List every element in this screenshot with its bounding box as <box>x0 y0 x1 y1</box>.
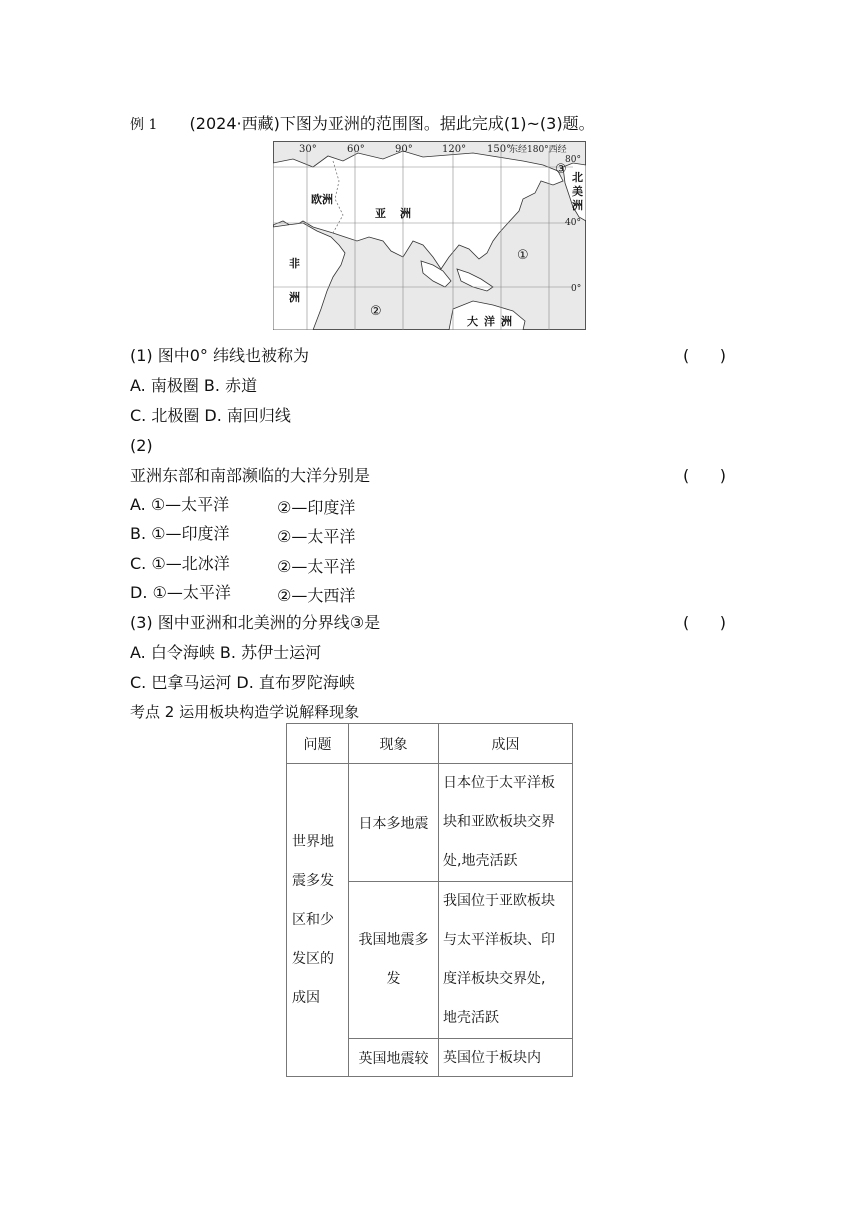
phenomenon-text: 发 <box>386 971 401 987</box>
q1-option-row-2: C. 北极圈 D. 南回归线 <box>130 406 291 425</box>
lon-label-120: 120° <box>442 144 467 155</box>
lat-label-40: 40° <box>565 218 581 228</box>
label-europe: 欧洲 <box>311 193 333 206</box>
q2-number: (2) <box>130 436 153 455</box>
asia-range-map <box>273 141 586 330</box>
q2-option-a-second: ②—印度洋 <box>277 498 356 517</box>
q3-answer-paren: ( ) <box>683 613 726 632</box>
marker-2: ② <box>370 304 382 319</box>
lat-label-80: 80° <box>565 155 581 165</box>
lon-label-90: 90° <box>395 144 413 155</box>
cause-line: 处,地壳活跃 <box>443 853 518 869</box>
header-phenomenon: 现象 <box>349 724 439 764</box>
phenomenon-text: 日本多地震 <box>358 815 429 832</box>
issue-line: 震多发 <box>292 872 334 889</box>
section-title: 考点 2 运用板块构造学说解释现象 <box>130 703 360 721</box>
cause-cell <box>439 882 573 1039</box>
q2-option-c-second: ②—太平洋 <box>277 557 356 576</box>
cause-line: 地壳活跃 <box>443 1010 499 1026</box>
q2-stem: 亚洲东部和南部濒临的大洋分别是 <box>130 466 371 485</box>
cause-cell <box>439 764 573 882</box>
issue-line: 区和少 <box>292 911 334 928</box>
lon-label-60: 60° <box>347 144 365 155</box>
issue-line: 世界地 <box>292 833 334 850</box>
example-source: (2024·西藏) <box>189 114 280 133</box>
table-header-row <box>287 724 573 764</box>
phenomenon-text: 我国地震多 <box>358 932 429 948</box>
q3-option-row-2: C. 巴拿马运河 D. 直布罗陀海峡 <box>130 673 355 692</box>
issue-line: 发区的 <box>292 950 334 967</box>
q2-option-b-second: ②—太平洋 <box>277 527 356 546</box>
lon-label-180: 东经180°西经 <box>509 145 567 155</box>
q2-option-d: D. ①—太平洋 <box>130 583 231 602</box>
label-oceania: 大洋洲 <box>467 315 518 328</box>
label-asia: 亚洲 <box>375 207 425 220</box>
label-africa-top: 非 <box>289 257 300 270</box>
q1-option-row-1: A. 南极圈 B. 赤道 <box>130 376 258 395</box>
cause-line: 与太平洋板块、印 <box>443 932 555 948</box>
header-cause: 成因 <box>439 724 573 764</box>
cause-line: 日本位于太平洋板 <box>443 775 555 791</box>
label-north-america-1: 北 <box>572 171 583 184</box>
q2-option-c: C. ①—北冰洋 <box>130 554 230 573</box>
phenomenon-cell <box>349 882 439 1039</box>
issue-line: 成因 <box>292 989 320 1006</box>
q2-option-d-second: ②—大西洋 <box>277 586 356 605</box>
cause-line: 块和亚欧板块交界 <box>443 814 555 830</box>
example-label: 例 1 <box>130 117 158 133</box>
label-north-america-3: 洲 <box>572 199 583 212</box>
example-stem: 下图为亚洲的范围图。据此完成(1)~(3)题。 <box>279 114 595 133</box>
phenomenon-cell <box>349 1039 439 1077</box>
cause-cell <box>439 1039 573 1077</box>
lon-label-30: 30° <box>299 144 317 155</box>
marker-3: ③ <box>555 162 567 177</box>
lon-label-150: 150° <box>487 144 512 155</box>
q1-answer-paren: ( ) <box>683 346 726 365</box>
example-heading <box>130 114 595 135</box>
q2-option-a: A. ①—太平洋 <box>130 495 230 514</box>
marker-1: ① <box>517 248 529 263</box>
label-africa-bottom: 洲 <box>289 291 300 304</box>
label-north-america-2: 美 <box>572 185 583 198</box>
phenomenon-text: 英国地震较 <box>358 1050 429 1067</box>
phenomenon-cell <box>349 764 439 882</box>
cause-line: 我国位于亚欧板块 <box>443 893 555 909</box>
issue-cell <box>287 764 349 1077</box>
plate-tectonics-table <box>286 723 573 1077</box>
q3-option-row-1: A. 白令海峡 B. 苏伊士运河 <box>130 643 322 662</box>
lat-label-0: 0° <box>571 284 582 294</box>
cause-line: 度洋板块交界处, <box>443 971 546 987</box>
q2-answer-paren: ( ) <box>683 466 726 485</box>
q1-stem: (1) 图中0° 纬线也被称为 <box>130 346 310 365</box>
cause-line: 英国位于板块内 <box>443 1049 541 1066</box>
header-issue: 问题 <box>287 724 349 764</box>
q3-stem: (3) 图中亚洲和北美洲的分界线③是 <box>130 613 381 632</box>
table-row <box>287 764 573 882</box>
q2-option-b: B. ①—印度洋 <box>130 524 230 543</box>
